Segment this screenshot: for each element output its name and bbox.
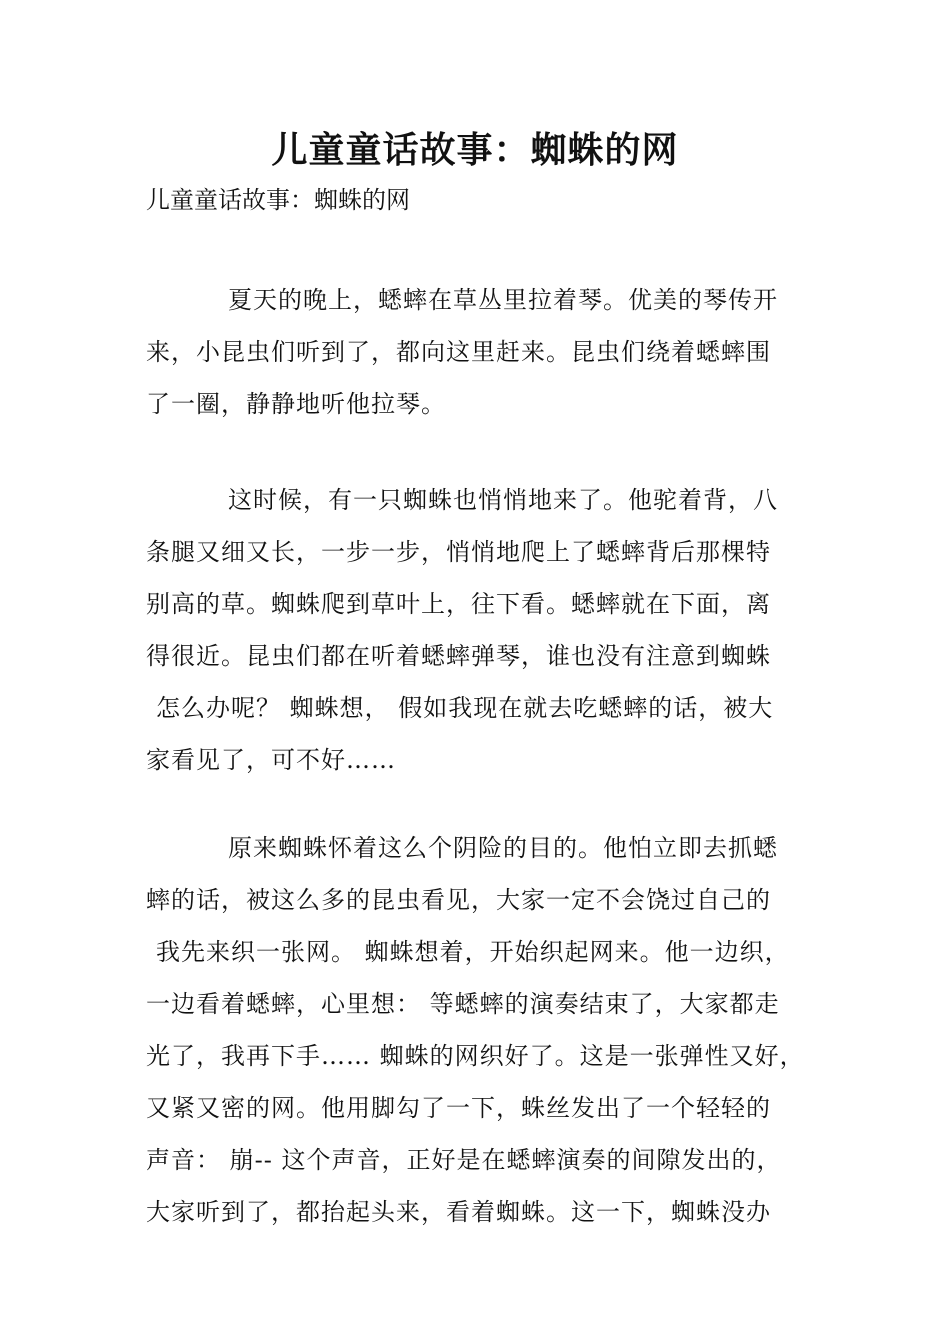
document-subtitle: 儿童童话故事：蜘蛛的网 [146,186,410,214]
paragraph-line: 夏天的晚上，蟋蟀在草丛里拉着琴。优美的琴传开 [228,286,778,314]
paragraph [146,274,826,430]
paragraph-line: 了一圈，静静地听他拉琴。 [146,390,446,418]
paragraph-line: 这时候，有一只蜘蛛也悄悄地来了。他驼着背，八 [228,486,778,514]
paragraph [146,474,826,786]
paragraph-line: 我先来织一张网。 蜘蛛想着，开始织起网来。他一边织， [156,938,790,966]
paragraph-line: 来，小昆虫们听到了，都向这里赶来。昆虫们绕着蟋蟀围 [146,338,771,366]
paragraph [146,822,826,1238]
paragraph-line: 怎么办呢？ 蜘蛛想， 假如我现在就去吃蟋蟀的话，被大 [156,694,774,722]
paragraph-line: 别高的草。蜘蛛爬到草叶上，往下看。蟋蟀就在下面，离 [146,590,771,618]
document-title: 儿童童话故事：蜘蛛的网 [271,129,679,171]
paragraph-line: 声音： 崩-- 这个声音，正好是在蟋蟀演奏的间隙发出的， [146,1146,782,1174]
paragraph-line: 光了，我再下手…… 蜘蛛的网织好了。这是一张弹性又好， [146,1042,805,1070]
paragraph-line: 大家听到了，都抬起头来，看着蜘蛛。这一下，蜘蛛没办 [146,1198,771,1226]
paragraph-line: 蟀的话，被这么多的昆虫看见，大家一定不会饶过自己的 [146,886,771,914]
paragraph-line: 家看见了，可不好…… [146,746,396,774]
paragraph-line: 原来蜘蛛怀着这么个阴险的目的。他怕立即去抓蟋 [228,834,778,862]
paragraph-line: 一边看着蟋蟀，心里想： 等蟋蟀的演奏结束了，大家都走 [146,990,780,1018]
paragraph-line: 又紧又密的网。他用脚勾了一下，蛛丝发出了一个轻轻的 [146,1094,771,1122]
paragraph-line: 得很近。昆虫们都在听着蟋蟀弹琴，谁也没有注意到蜘蛛 [146,642,771,670]
paragraph-line: 条腿又细又长，一步一步，悄悄地爬上了蟋蟀背后那棵特 [146,538,771,566]
